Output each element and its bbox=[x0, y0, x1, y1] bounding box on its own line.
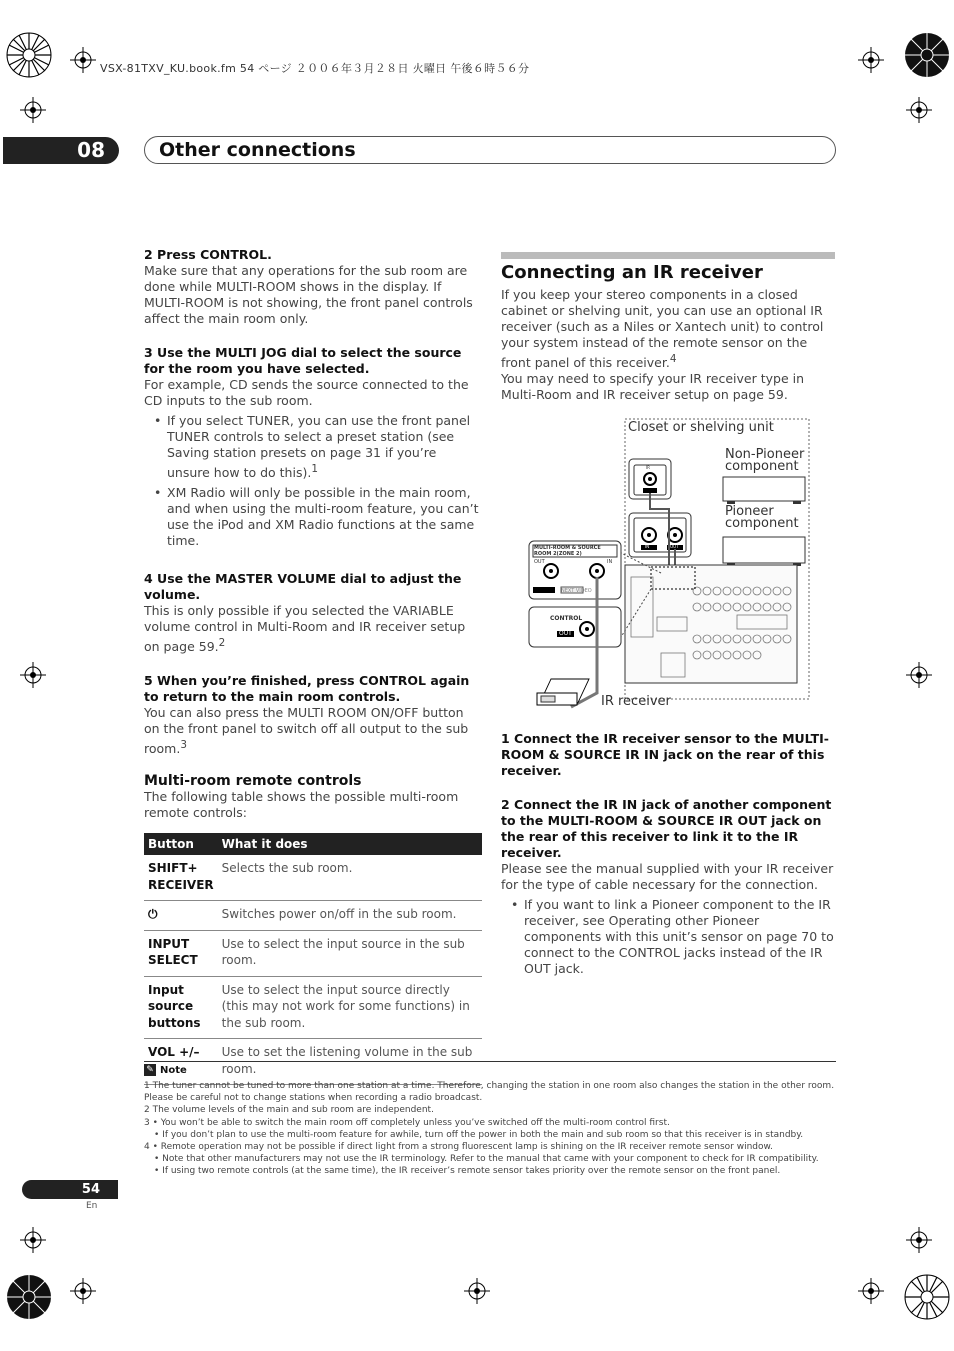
language-label: En bbox=[86, 1201, 98, 1211]
ir-step-1-title: 1 Connect the IR receiver sensor to the MULTI-ROOM & SOURCE IR IN jack on the rear of this receiver. bbox=[501, 731, 829, 779]
ir-jack-label: IR bbox=[646, 465, 650, 471]
crosshair-mark-bottom-right bbox=[858, 1278, 884, 1304]
step-4-title: 4 Use the MASTER VOLUME dial to adjust the volume. bbox=[144, 571, 462, 603]
registration-mark-bottom-left bbox=[4, 1272, 54, 1322]
crosshair-mark-right-lower bbox=[906, 1227, 932, 1253]
crosshair-mark-top-left bbox=[70, 47, 96, 73]
table-cell-description: Use to select the input source directly (this may not work for some functions) in the sub room. bbox=[218, 976, 482, 1039]
crosshair-mark-right-middle bbox=[906, 662, 932, 688]
table-cell-button: ⏻ bbox=[144, 901, 218, 931]
step-3-body: For example, CD sends the source connected to the CD inputs to the sub room. bbox=[144, 377, 469, 408]
ir-step-2-title: 2 Connect the IR IN jack of another component to the MULTI-ROOM & SOURCE IR OUT jack on the rear of this receiver to link it to the IR receiver. bbox=[501, 797, 832, 861]
notes-list bbox=[144, 1080, 836, 1178]
note-line: 4 • Remote operation may not be possible if direct light from a strong fluorescent lamp is shining on the IR receiver remote sensor window. bbox=[144, 1142, 773, 1153]
pioneer-label: Pioneer component bbox=[725, 504, 799, 532]
note-line: • Note that other manufacturers may not use the IR terminology. Refer to the manual that came with your component to check for IR compatibility. bbox=[154, 1154, 819, 1165]
list-item: • XM Radio will only be possible in the main room, and when using the multi-room feature, you can’t use the iPod and XM Radio functions at the same time. bbox=[144, 485, 482, 549]
table-row bbox=[144, 930, 482, 976]
note-line: 1 The tuner cannot be tuned to more than one station at a time. Therefore, changing the station in one room also changes the station in the other room. bbox=[144, 1081, 835, 1091]
table-cell-description: Use to set the listening volume in the sub room. bbox=[218, 1039, 482, 1085]
table-cell-description: Selects the sub room. bbox=[218, 855, 482, 901]
list-item: • If you want to link a Pioneer component to the IR receiver, see Operating other Pioneer components with this unit’s sensor on page 70 to connect to the CONTROL jacks instead of the IR OUT jack. bbox=[501, 897, 835, 977]
table-cell-button: INPUT SELECT bbox=[144, 930, 218, 976]
note-line: 3 • You won’t be able to switch the main room off completely unless you’ve switched off the multi-room control first. bbox=[144, 1117, 670, 1128]
panel-out-label: OUT bbox=[534, 559, 545, 566]
step-3-bullets bbox=[144, 413, 482, 549]
control-label: CONTROL bbox=[550, 615, 583, 623]
ir-receiver-label: IR receiver bbox=[601, 694, 671, 710]
ir-intro-1: If you keep your stereo components in a closed cabinet or shelving unit, you can use an optional IR receiver (such as a Niles or Xantech unit) to control your system instead of the remote sensor on the front panel of this receiver.$^4$ bbox=[501, 287, 824, 371]
chapter-number: 08 bbox=[3, 137, 119, 164]
table-cell-button: VOL +/– bbox=[144, 1039, 218, 1085]
crosshair-mark-bottom-left bbox=[70, 1278, 96, 1304]
table-header-button: Button bbox=[144, 833, 218, 855]
registration-mark-top-right bbox=[902, 30, 952, 80]
closet-label: Closet or shelving unit bbox=[628, 420, 774, 436]
table-cell-button: Input source buttons bbox=[144, 976, 218, 1039]
remote-controls-intro: The following table shows the possible multi-room remote controls: bbox=[144, 789, 459, 821]
registration-mark-top-left bbox=[4, 30, 54, 80]
panel-in-label: IN bbox=[607, 559, 613, 566]
notes-heading: Note bbox=[160, 1064, 187, 1076]
panel-title-label: MULTI-ROOM & SOURCE bbox=[534, 545, 601, 552]
table-cell-description: Switches power on/off in the sub room. bbox=[218, 901, 482, 931]
registration-mark-bottom-right bbox=[902, 1272, 952, 1322]
control-out-label: OUT bbox=[559, 630, 572, 638]
section-rule bbox=[501, 252, 835, 259]
ir-step-2-body: Please see the manual supplied with your IR receiver for the type of cable necessary for the connection. bbox=[501, 861, 834, 893]
table-cell-description: Use to select the input source in the sub room. bbox=[218, 930, 482, 976]
ir-in-label: IN bbox=[645, 544, 650, 550]
table-row bbox=[144, 901, 482, 931]
non-pioneer-label: Non-Pioneer component bbox=[725, 447, 805, 475]
step-5-body: You can also press the MULTI ROOM ON/OFF button on the front panel to switch off all output to the sub room.$^3$ bbox=[144, 705, 469, 757]
remote-controls-heading: Multi-room remote controls bbox=[144, 773, 362, 790]
section-heading: Connecting an IR receiver bbox=[501, 262, 763, 283]
panel-subtitle-label: ROOM 2(ZONE 2) bbox=[534, 551, 582, 558]
note-line: Please be careful not to change stations when recording a radio broadcast. bbox=[144, 1093, 483, 1104]
next-video-label: NEXT VIDEO bbox=[561, 588, 592, 595]
notes-section bbox=[144, 1061, 836, 1178]
crosshair-mark-left-upper bbox=[20, 97, 46, 123]
crosshair-mark-bottom-center bbox=[464, 1278, 490, 1304]
ir-intro-2: You may need to specify your IR receiver type in Multi-Room and IR receiver setup on page 59. bbox=[501, 371, 805, 403]
step-3-title: 3 Use the MULTI JOG dial to select the source for the room you have selected. bbox=[144, 345, 462, 376]
file-info-line: VSX-81TXV_KU.book.fm 54 ページ ２００６年３月２８日 火曜日 午後６時５６分 bbox=[100, 62, 530, 75]
step-5-title: 5 When you’re finished, press CONTROL again to return to the main room controls. bbox=[144, 673, 470, 705]
ir-step-2-bullets bbox=[501, 897, 835, 977]
ir-out-label: OUT bbox=[670, 544, 679, 550]
note-line: • If using two remote controls (at the same time), the IR receiver’s remote sensor takes priority over the remote sensor on the front panel. bbox=[154, 1166, 781, 1177]
table-row bbox=[144, 855, 482, 901]
right-column bbox=[501, 252, 835, 981]
step-2-body: Make sure that any operations for the sub room are done while MULTI-ROOM shows in the display. If MULTI-ROOM is not showing, the front panel controls affect the main room only. bbox=[144, 263, 473, 326]
note-line: 2 The volume levels of the main and sub room are independent. bbox=[144, 1105, 434, 1116]
list-item: • If you select TUNER, you can use the front panel TUNER controls to select a preset station (see Saving station presets on page 31 if you’re unsure how to do this).$^1$ bbox=[144, 413, 482, 481]
crosshair-mark-top-right bbox=[858, 47, 884, 73]
crosshair-mark-left-middle bbox=[20, 662, 46, 688]
ir-receiver-diagram bbox=[501, 417, 835, 717]
step-4-body: This is only possible if you selected the VARIABLE volume control in Multi-Room and IR receiver setup on page 59.$^2$ bbox=[144, 603, 466, 655]
page-number: 54 bbox=[22, 1180, 118, 1199]
pencil-note-icon: ✎ bbox=[144, 1064, 156, 1076]
step-2-title: 2 Press CONTROL. bbox=[144, 247, 272, 262]
chapter-title: Other connections bbox=[144, 136, 836, 164]
table-header-description: What it does bbox=[218, 833, 482, 855]
table-cell-button: SHIFT+ RECEIVER bbox=[144, 855, 218, 901]
crosshair-mark-left-lower bbox=[20, 1227, 46, 1253]
left-column bbox=[144, 247, 482, 1085]
crosshair-mark-right-upper bbox=[906, 97, 932, 123]
note-line: • If you don’t plan to use the multi-room feature for awhile, turn off the power in both the main and sub room so that this receiver is in standby. bbox=[154, 1129, 804, 1140]
remote-controls-table bbox=[144, 833, 482, 1085]
table-row bbox=[144, 976, 482, 1039]
